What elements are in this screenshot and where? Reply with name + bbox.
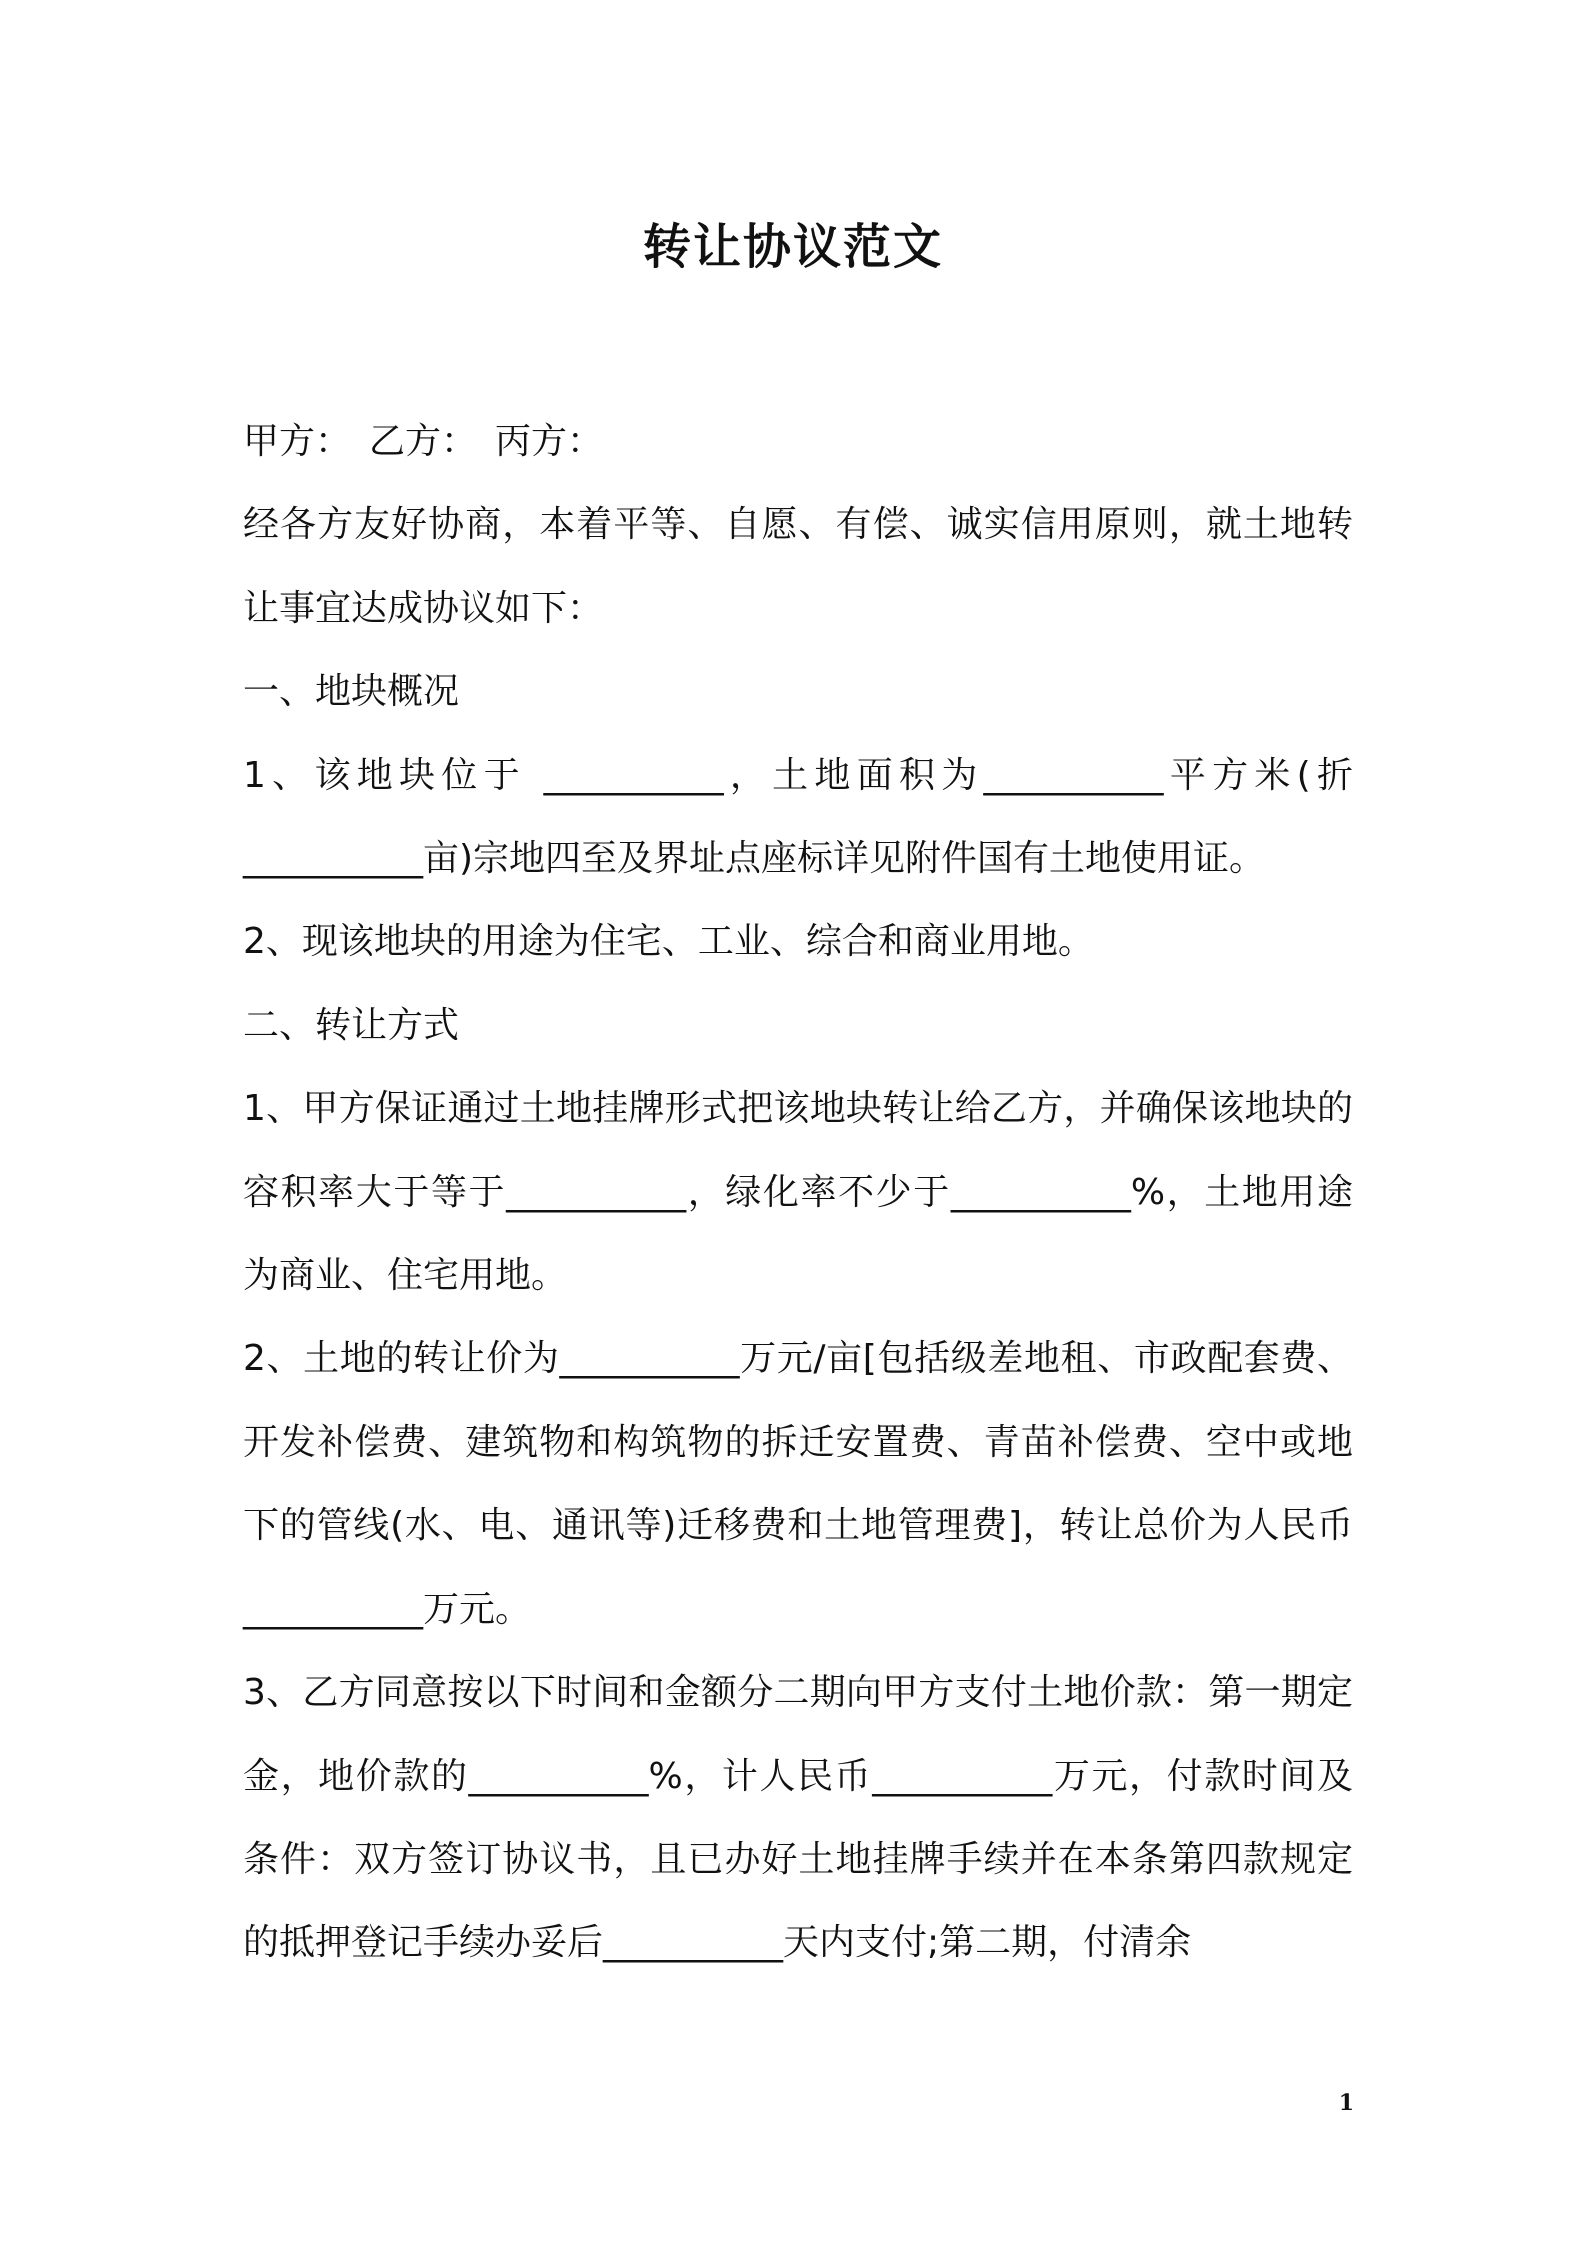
parties-line: 甲方： 乙方： 丙方：: [243, 421, 604, 462]
clause-2-3: 3、乙方同意按以下时间和金额分二期向甲方支付土地价款：第一期定金，地价款的__________%，计人民币__________万元，付款时间及条件：双方签订协议书，且已办好土地挂牌手续并在本条第四款规定的抵押登记手续办妥后__________天内支付;第二期，付清余: [243, 1672, 1353, 1964]
page-number: 1: [1338, 2090, 1354, 2116]
clause-1-2: 2、现该地块的用途为住宅、工业、综合和商业用地。: [243, 921, 1094, 963]
clause-2-1: 1、甲方保证通过土地挂牌形式把该地块转让给乙方，并确保该地块的容积率大于等于__________，绿化率不少于__________%，土地用途为商业、住宅用地。: [243, 1088, 1353, 1297]
section-heading-2: 二、转让方式: [243, 1004, 460, 1046]
clause-1-1: 1、该地块位于 __________，土地面积为__________平方米(折__________亩)宗地四至及界址点座标详见附件国有土地使用证。: [243, 754, 1353, 880]
document-title: 转让协议范文: [642, 219, 943, 275]
intro-paragraph: 经各方友好协商，本着平等、自愿、有偿、诚实信用原则，就土地转让事宜达成协议如下：: [243, 504, 1353, 629]
section-heading-1: 一、地块概况: [243, 671, 460, 713]
document-body: [243, 400, 1353, 1985]
clause-2-2: 2、土地的转让价为__________万元/亩[包括级差地租、市政配套费、开发补偿费、建筑物和构筑物的拆迁安置费、青苗补偿费、空中或地下的管线(水、电、通讯等)迁移费和土地管理费]，转让总价为人民币__________万元。: [243, 1338, 1353, 1630]
